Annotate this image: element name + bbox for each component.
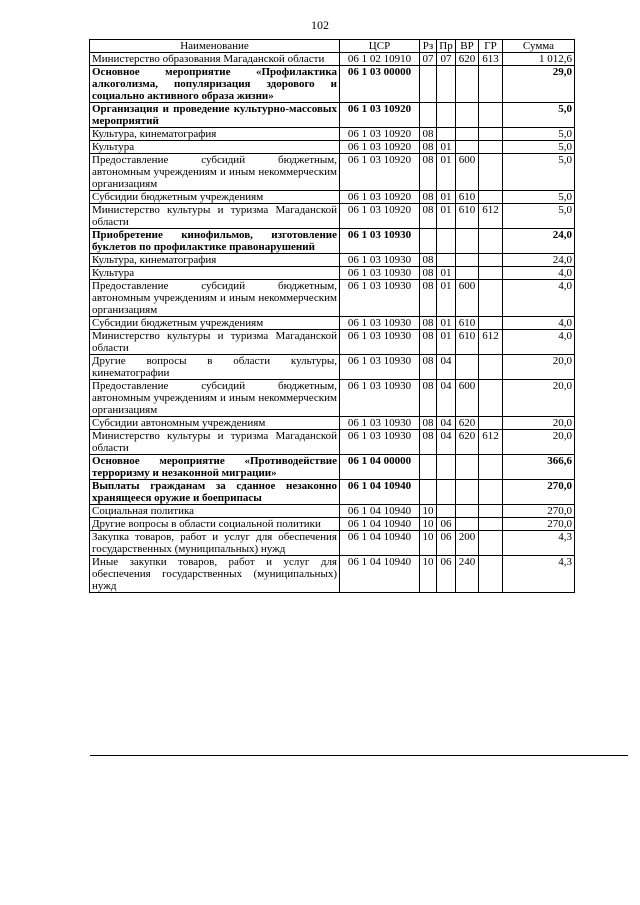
row-gr-cell [479, 191, 503, 204]
row-vr-cell: 610 [456, 204, 479, 229]
table-row [90, 518, 575, 531]
row-name-cell: Субсидии бюджетным учреждениям [90, 191, 340, 204]
row-csr-cell: 06 1 03 10930 [340, 380, 420, 417]
row-name-cell: Иные закупки товаров, работ и услуг для обеспечения государственных (муниципальных) нужд [90, 556, 340, 593]
row-vr-cell: 240 [456, 556, 479, 593]
row-gr-cell [479, 229, 503, 254]
table-row [90, 53, 575, 66]
row-pr-cell: 06 [437, 531, 456, 556]
row-sum-cell: 24,0 [503, 229, 575, 254]
row-pr-cell: 01 [437, 280, 456, 317]
row-pr-cell: 04 [437, 417, 456, 430]
row-csr-cell: 06 1 03 10930 [340, 254, 420, 267]
table-row [90, 505, 575, 518]
row-vr-cell [456, 141, 479, 154]
row-vr-cell [456, 229, 479, 254]
row-sum-cell: 5,0 [503, 141, 575, 154]
row-gr-cell [479, 417, 503, 430]
row-sum-cell: 4,3 [503, 531, 575, 556]
row-gr-cell [479, 141, 503, 154]
row-name-cell: Основное мероприятие «Противодействие терроризму и незаконной миграции» [90, 455, 340, 480]
row-rz-cell: 08 [420, 380, 437, 417]
table-row [90, 531, 575, 556]
row-name-cell: Министерство культуры и туризма Магаданской области [90, 330, 340, 355]
row-vr-cell: 200 [456, 531, 479, 556]
row-csr-cell: 06 1 03 10920 [340, 154, 420, 191]
row-sum-cell: 270,0 [503, 505, 575, 518]
row-sum-cell: 270,0 [503, 518, 575, 531]
row-vr-cell [456, 66, 479, 103]
table-row [90, 204, 575, 229]
row-pr-cell: 01 [437, 330, 456, 355]
header-csr: ЦСР [340, 40, 420, 53]
row-sum-cell: 366,6 [503, 455, 575, 480]
row-rz-cell: 10 [420, 531, 437, 556]
row-name-cell: Субсидии автономным учреждениям [90, 417, 340, 430]
row-sum-cell: 5,0 [503, 204, 575, 229]
row-csr-cell: 06 1 03 10930 [340, 330, 420, 355]
row-name-cell: Субсидии бюджетным учреждениям [90, 317, 340, 330]
row-vr-cell: 600 [456, 380, 479, 417]
row-pr-cell [437, 505, 456, 518]
row-csr-cell: 06 1 03 10930 [340, 430, 420, 455]
row-name-cell: Другие вопросы в области социальной политики [90, 518, 340, 531]
row-pr-cell: 06 [437, 518, 456, 531]
row-name-cell: Предоставление субсидий бюджетным, автономным учреждениям и иным некоммерческим организациям [90, 280, 340, 317]
row-vr-cell: 620 [456, 53, 479, 66]
row-csr-cell: 06 1 03 10920 [340, 204, 420, 229]
row-name-cell: Министерство образования Магаданской области [90, 53, 340, 66]
row-pr-cell: 01 [437, 317, 456, 330]
row-pr-cell: 01 [437, 154, 456, 191]
row-sum-cell: 5,0 [503, 103, 575, 128]
table-header-row [90, 40, 575, 53]
row-pr-cell [437, 480, 456, 505]
row-sum-cell: 4,0 [503, 280, 575, 317]
table-body [90, 53, 575, 593]
row-gr-cell [479, 455, 503, 480]
row-gr-cell [479, 556, 503, 593]
row-sum-cell: 4,0 [503, 317, 575, 330]
row-pr-cell: 01 [437, 191, 456, 204]
table-row [90, 280, 575, 317]
row-rz-cell: 10 [420, 505, 437, 518]
table-row [90, 66, 575, 103]
row-gr-cell [479, 480, 503, 505]
row-name-cell: Закупка товаров, работ и услуг для обеспечения государственных (муниципальных) нужд [90, 531, 340, 556]
table-row [90, 556, 575, 593]
row-csr-cell: 06 1 03 10930 [340, 355, 420, 380]
table-row [90, 480, 575, 505]
table-row [90, 254, 575, 267]
row-gr-cell [479, 254, 503, 267]
row-vr-cell [456, 480, 479, 505]
row-csr-cell: 06 1 04 10940 [340, 518, 420, 531]
table-row [90, 330, 575, 355]
row-gr-cell [479, 505, 503, 518]
row-rz-cell: 10 [420, 518, 437, 531]
row-csr-cell: 06 1 03 10930 [340, 317, 420, 330]
row-pr-cell: 04 [437, 355, 456, 380]
row-csr-cell: 06 1 04 10940 [340, 480, 420, 505]
page-number: 102 [311, 18, 329, 32]
row-pr-cell [437, 103, 456, 128]
row-gr-cell [479, 66, 503, 103]
table-row [90, 317, 575, 330]
row-vr-cell [456, 455, 479, 480]
row-name-cell: Культура, кинематография [90, 254, 340, 267]
row-vr-cell: 620 [456, 417, 479, 430]
row-rz-cell: 08 [420, 417, 437, 430]
row-rz-cell: 08 [420, 128, 437, 141]
row-pr-cell: 04 [437, 430, 456, 455]
row-gr-cell: 613 [479, 53, 503, 66]
row-gr-cell [479, 317, 503, 330]
row-rz-cell: 08 [420, 191, 437, 204]
table-row [90, 154, 575, 191]
header-gr: ГР [479, 40, 503, 53]
row-pr-cell: 04 [437, 380, 456, 417]
row-rz-cell [420, 480, 437, 505]
row-rz-cell: 08 [420, 204, 437, 229]
header-vr: ВР [456, 40, 479, 53]
row-gr-cell [479, 267, 503, 280]
row-csr-cell: 06 1 03 10920 [340, 141, 420, 154]
row-vr-cell [456, 128, 479, 141]
row-csr-cell: 06 1 03 10930 [340, 417, 420, 430]
row-vr-cell: 620 [456, 430, 479, 455]
table-row [90, 430, 575, 455]
row-vr-cell: 610 [456, 330, 479, 355]
row-gr-cell [479, 518, 503, 531]
row-csr-cell: 06 1 03 10920 [340, 128, 420, 141]
table-row [90, 355, 575, 380]
row-pr-cell: 07 [437, 53, 456, 66]
row-csr-cell: 06 1 04 10940 [340, 531, 420, 556]
row-sum-cell: 29,0 [503, 66, 575, 103]
row-rz-cell: 08 [420, 355, 437, 380]
row-csr-cell: 06 1 03 10930 [340, 280, 420, 317]
row-sum-cell: 1 012,6 [503, 53, 575, 66]
row-pr-cell: 01 [437, 267, 456, 280]
row-vr-cell [456, 505, 479, 518]
row-pr-cell: 01 [437, 141, 456, 154]
row-name-cell: Основное мероприятие «Профилактика алкоголизма, популяризация здорового и социально активного образа жизни» [90, 66, 340, 103]
budget-table [89, 39, 575, 593]
row-vr-cell [456, 254, 479, 267]
row-csr-cell: 06 1 04 10940 [340, 556, 420, 593]
row-sum-cell: 20,0 [503, 355, 575, 380]
row-rz-cell: 08 [420, 154, 437, 191]
row-gr-cell: 612 [479, 204, 503, 229]
row-sum-cell: 20,0 [503, 430, 575, 455]
row-gr-cell [479, 103, 503, 128]
row-name-cell: Культура [90, 267, 340, 280]
row-gr-cell [479, 280, 503, 317]
footer-divider [90, 755, 628, 756]
row-rz-cell: 10 [420, 556, 437, 593]
row-csr-cell: 06 1 04 00000 [340, 455, 420, 480]
row-rz-cell [420, 103, 437, 128]
row-name-cell: Выплаты гражданам за сданное незаконно хранящееся оружие и боеприпасы [90, 480, 340, 505]
row-sum-cell: 20,0 [503, 380, 575, 417]
table-row [90, 141, 575, 154]
row-pr-cell [437, 254, 456, 267]
row-name-cell: Культура [90, 141, 340, 154]
row-rz-cell: 08 [420, 141, 437, 154]
row-rz-cell: 08 [420, 317, 437, 330]
row-csr-cell: 06 1 03 00000 [340, 66, 420, 103]
row-vr-cell [456, 518, 479, 531]
row-sum-cell: 5,0 [503, 191, 575, 204]
row-rz-cell [420, 66, 437, 103]
row-vr-cell: 610 [456, 191, 479, 204]
row-vr-cell: 610 [456, 317, 479, 330]
row-sum-cell: 4,0 [503, 267, 575, 280]
row-sum-cell: 4,3 [503, 556, 575, 593]
row-sum-cell: 5,0 [503, 128, 575, 141]
row-vr-cell [456, 355, 479, 380]
row-name-cell: Предоставление субсидий бюджетным, автономным учреждениям и иным некоммерческим организациям [90, 154, 340, 191]
table-row [90, 128, 575, 141]
row-vr-cell [456, 267, 479, 280]
row-name-cell: Другие вопросы в области культуры, кинематографии [90, 355, 340, 380]
row-csr-cell: 06 1 03 10920 [340, 103, 420, 128]
row-gr-cell [479, 128, 503, 141]
row-pr-cell: 01 [437, 204, 456, 229]
row-csr-cell: 06 1 03 10930 [340, 229, 420, 254]
row-pr-cell [437, 66, 456, 103]
row-gr-cell: 612 [479, 430, 503, 455]
row-csr-cell: 06 1 04 10940 [340, 505, 420, 518]
row-gr-cell [479, 355, 503, 380]
row-rz-cell: 08 [420, 330, 437, 355]
row-rz-cell [420, 455, 437, 480]
row-vr-cell [456, 103, 479, 128]
row-sum-cell: 5,0 [503, 154, 575, 191]
header-name: Наименование [90, 40, 340, 53]
row-name-cell: Организация и проведение культурно-массовых мероприятий [90, 103, 340, 128]
header-pr: Пр [437, 40, 456, 53]
row-rz-cell: 08 [420, 254, 437, 267]
row-vr-cell: 600 [456, 280, 479, 317]
table-row [90, 380, 575, 417]
row-csr-cell: 06 1 03 10920 [340, 191, 420, 204]
table-row [90, 229, 575, 254]
row-name-cell: Социальная политика [90, 505, 340, 518]
row-name-cell: Приобретение кинофильмов, изготовление буклетов по профилактике правонарушений [90, 229, 340, 254]
row-rz-cell: 08 [420, 430, 437, 455]
row-pr-cell [437, 229, 456, 254]
row-pr-cell: 06 [437, 556, 456, 593]
row-gr-cell [479, 380, 503, 417]
row-name-cell: Культура, кинематография [90, 128, 340, 141]
row-sum-cell: 20,0 [503, 417, 575, 430]
table-row [90, 103, 575, 128]
row-gr-cell [479, 154, 503, 191]
header-sum: Сумма [503, 40, 575, 53]
row-sum-cell: 270,0 [503, 480, 575, 505]
header-rz: Рз [420, 40, 437, 53]
table-row [90, 417, 575, 430]
row-rz-cell: 07 [420, 53, 437, 66]
row-gr-cell: 612 [479, 330, 503, 355]
row-rz-cell [420, 229, 437, 254]
table-row [90, 191, 575, 204]
row-csr-cell: 06 1 02 10910 [340, 53, 420, 66]
table-row [90, 267, 575, 280]
row-name-cell: Предоставление субсидий бюджетным, автономным учреждениям и иным некоммерческим организациям [90, 380, 340, 417]
row-name-cell: Министерство культуры и туризма Магаданской области [90, 204, 340, 229]
row-rz-cell: 08 [420, 267, 437, 280]
row-name-cell: Министерство культуры и туризма Магаданской области [90, 430, 340, 455]
table-row [90, 455, 575, 480]
row-pr-cell [437, 128, 456, 141]
row-gr-cell [479, 531, 503, 556]
row-csr-cell: 06 1 03 10930 [340, 267, 420, 280]
row-rz-cell: 08 [420, 280, 437, 317]
row-sum-cell: 4,0 [503, 330, 575, 355]
row-pr-cell [437, 455, 456, 480]
row-sum-cell: 24,0 [503, 254, 575, 267]
row-vr-cell: 600 [456, 154, 479, 191]
